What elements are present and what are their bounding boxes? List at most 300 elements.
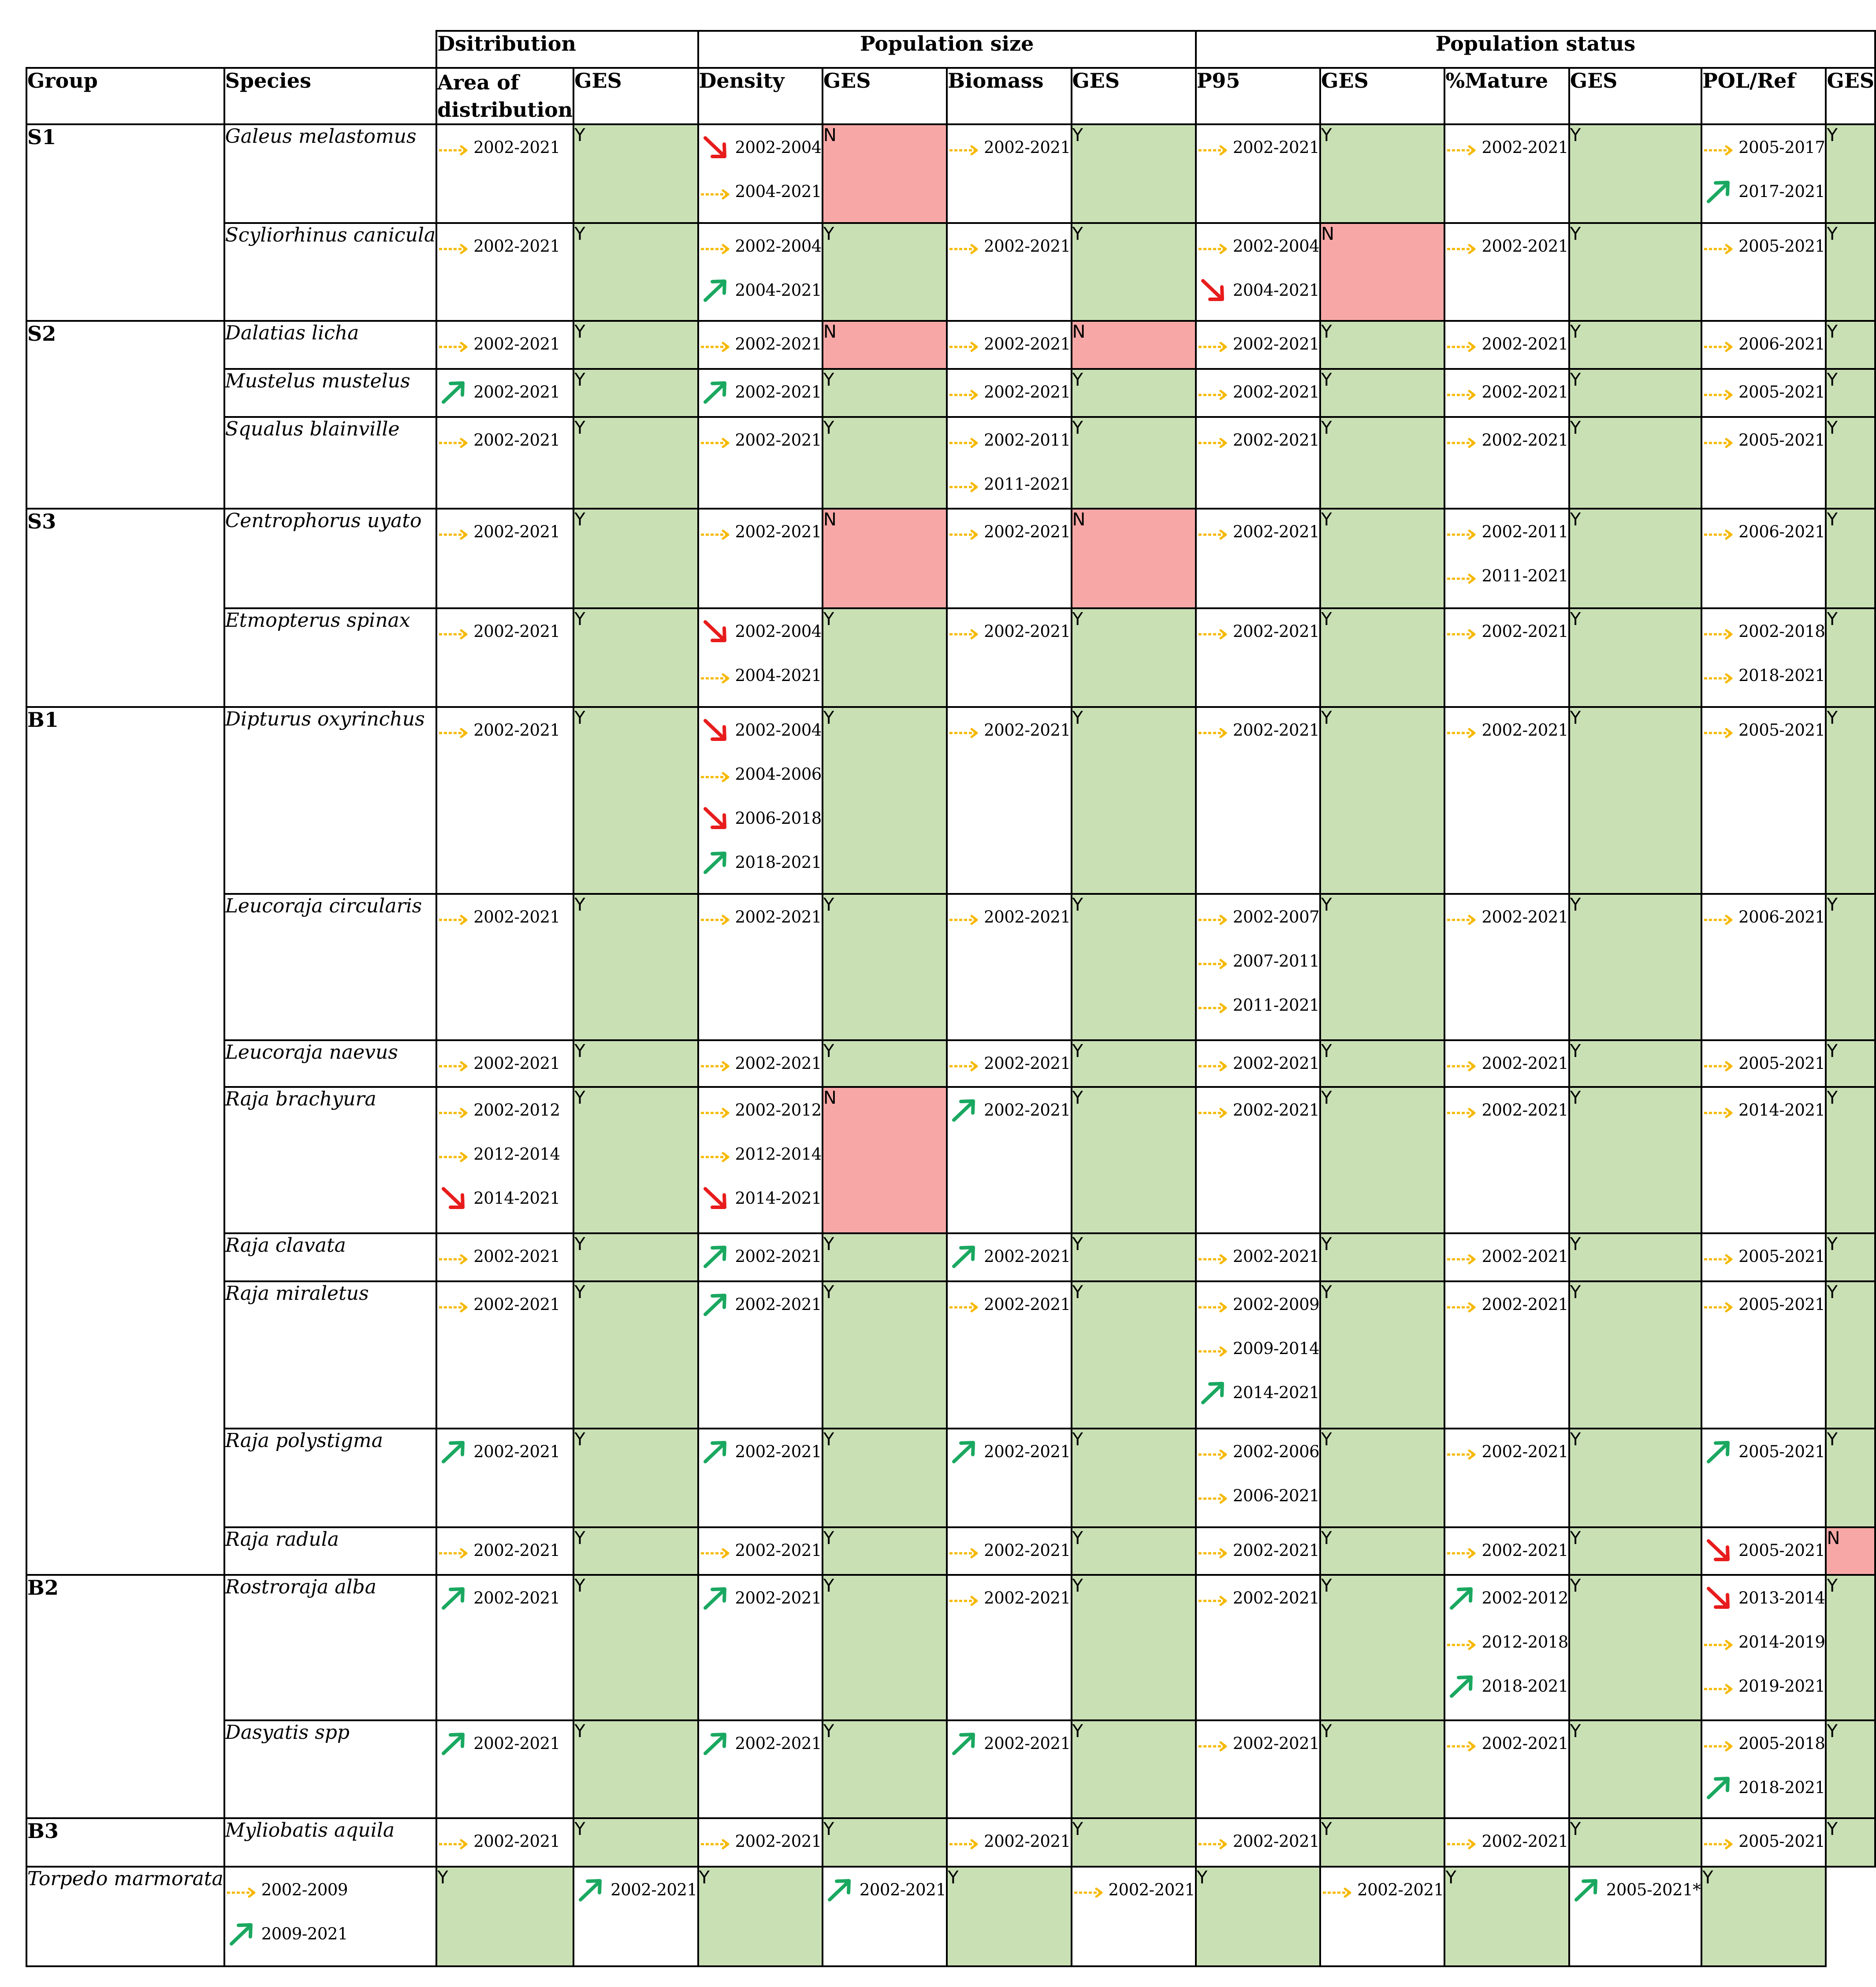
- ges-status-cell: Y: [1569, 608, 1701, 707]
- ges-status-cell: Y: [1072, 1233, 1196, 1281]
- area-trend-cell: [436, 1087, 573, 1233]
- mature-column-header: %Mature: [1444, 68, 1569, 124]
- trend-stable-arrow-icon: [699, 520, 733, 543]
- species-name: Raja polystigma: [224, 1429, 437, 1527]
- trend-period: 2002-2021: [984, 1247, 1071, 1266]
- ges-status-cell: Y: [1320, 1087, 1444, 1233]
- trend-entry: [1445, 554, 1568, 598]
- trend-period: 2002-2021: [473, 1734, 560, 1753]
- trend-period: 2005-2021: [1738, 1053, 1825, 1073]
- trend-stable-arrow-icon: [437, 718, 471, 742]
- trend-period: 2002-2009: [1232, 1295, 1320, 1314]
- polref-trend-cell: [1701, 124, 1826, 223]
- ges-status-cell: Y: [823, 1429, 947, 1527]
- ges-status-cell: Y: [573, 894, 698, 1040]
- biomass-trend-cell: [947, 1429, 1071, 1527]
- trend-stable-arrow-icon: [1702, 1244, 1736, 1268]
- trend-stable-arrow-icon: [948, 905, 981, 929]
- species-name: Centrophorus uyato: [224, 509, 437, 608]
- trend-entry: [1702, 224, 1825, 268]
- ges-status-cell: Y: [1320, 1281, 1444, 1429]
- trend-stable-arrow-icon: [1197, 949, 1230, 973]
- trend-entry: [1445, 1576, 1568, 1620]
- species-name: Scyliorhinus canicula: [224, 223, 437, 321]
- ges-status-cell: Y: [1072, 223, 1196, 321]
- trend-up-arrow-icon: [437, 380, 471, 404]
- trend-stable-arrow-icon: [1702, 1630, 1736, 1654]
- density-trend-cell: [698, 1281, 823, 1429]
- table-row: [26, 509, 1875, 608]
- ges-status-cell: Y: [573, 321, 698, 369]
- p95-trend-cell: [1196, 608, 1320, 707]
- ges-status-cell: Y: [823, 223, 947, 321]
- ges-status-cell: Y: [1072, 1281, 1196, 1429]
- trend-entry: [1702, 169, 1825, 213]
- species-name: Raja clavata: [224, 1233, 437, 1281]
- density-trend-cell: [698, 1233, 823, 1281]
- trend-period: 2002-2004: [735, 621, 822, 641]
- trend-period: 2002-2021: [1232, 334, 1320, 353]
- trend-entry: [699, 169, 822, 213]
- ges-status-cell: Y: [823, 1040, 947, 1087]
- trend-entry: [1445, 708, 1568, 752]
- trend-stable-arrow-icon: [1445, 1731, 1479, 1755]
- ges-status-cell: Y: [573, 1040, 698, 1087]
- trend-period: 2005-2018: [1738, 1734, 1825, 1753]
- ges-status-cell: Y: [1826, 124, 1875, 223]
- ges-status-cell: Y: [1320, 1429, 1444, 1527]
- trend-period: 2002-2012: [1481, 1588, 1568, 1607]
- trend-stable-arrow-icon: [1197, 520, 1230, 543]
- trend-up-arrow-icon: [699, 850, 733, 874]
- mature-trend-cell: [1444, 1040, 1569, 1087]
- trend-period: 2002-2012: [473, 1100, 560, 1120]
- trend-entry: [1570, 1868, 1701, 1912]
- table-row: [26, 417, 1875, 509]
- trend-stable-arrow-icon: [948, 1586, 981, 1610]
- trend-stable-arrow-icon: [699, 762, 733, 786]
- trend-down-arrow-icon: [1702, 1586, 1736, 1610]
- trend-stable-arrow-icon: [437, 1098, 471, 1122]
- trend-stable-arrow-icon: [437, 135, 471, 159]
- ges-status-cell: Y: [1072, 1575, 1196, 1720]
- biomass-trend-cell: [947, 124, 1071, 223]
- trend-period: 2002-2021: [984, 621, 1071, 641]
- trend-period: 2002-2021: [473, 1442, 560, 1461]
- p95-trend-cell: [1196, 223, 1320, 321]
- ges-status-cell: Y: [1072, 124, 1196, 223]
- trend-stable-arrow-icon: [1445, 619, 1479, 643]
- trend-period: 2002-2021: [984, 138, 1071, 157]
- trend-entry: [823, 1868, 946, 1912]
- trend-period: 2004-2021: [1232, 280, 1320, 300]
- trend-period: 2011-2021: [1481, 566, 1568, 585]
- trend-entry: [1197, 1088, 1319, 1132]
- trend-entry: [1197, 1282, 1319, 1326]
- trend-period: 2002-2021: [473, 334, 560, 353]
- trend-entry: [948, 708, 1070, 752]
- trend-period: 2002-2021: [473, 907, 560, 927]
- trend-entry: [574, 1868, 697, 1912]
- mature-trend-cell: [1444, 1818, 1569, 1867]
- trend-period: 2002-2021: [1232, 1247, 1320, 1266]
- trend-period: 2002-2021: [1481, 138, 1568, 157]
- table-row: [26, 1281, 1875, 1429]
- trend-period: 2002-2021: [1232, 1831, 1320, 1851]
- trend-up-arrow-icon: [699, 380, 733, 404]
- trend-period: 2004-2021: [735, 280, 822, 300]
- trend-period: 2012-2014: [473, 1144, 560, 1164]
- trend-entry: [437, 1819, 573, 1863]
- species-name: Dalatias licha: [224, 321, 437, 369]
- p95-trend-cell: [1196, 124, 1320, 223]
- trend-entry: [699, 510, 822, 554]
- density-trend-cell: [698, 223, 823, 321]
- trend-stable-arrow-icon: [1197, 1292, 1230, 1316]
- ges-status-cell: Y: [1569, 417, 1701, 509]
- ges-status-cell: Y: [1701, 1867, 1826, 1966]
- p95-column-header: P95: [1196, 68, 1320, 124]
- trend-period: 2002-2021: [984, 907, 1071, 927]
- trend-up-arrow-icon: [1702, 179, 1736, 203]
- trend-period: 2014-2021: [1738, 1100, 1825, 1120]
- ges-status-cell: Y: [1569, 124, 1701, 223]
- polref-trend-cell: [1701, 894, 1826, 1040]
- polref-trend-cell: [1701, 509, 1826, 608]
- trend-entry: [1445, 1041, 1568, 1085]
- trend-period: 2002-2004: [735, 720, 822, 740]
- trend-period: 2002-2021: [1232, 621, 1320, 641]
- polref-trend-cell: [1569, 1867, 1701, 1966]
- trend-entry: [1445, 510, 1568, 554]
- trend-entry: [1445, 1234, 1568, 1278]
- trend-entry: [437, 895, 573, 939]
- ges-status-cell: N: [1320, 223, 1444, 321]
- area-trend-cell: [436, 1575, 573, 1720]
- trend-period: 2009-2014: [1232, 1339, 1320, 1358]
- trend-stable-arrow-icon: [1445, 1630, 1479, 1654]
- ges-status-cell: Y: [823, 1575, 947, 1720]
- trend-stable-arrow-icon: [1197, 1538, 1230, 1562]
- trend-entry: [948, 1819, 1070, 1863]
- p95-trend-cell: [1196, 1281, 1320, 1429]
- trend-period: 2002-2021: [1481, 1247, 1568, 1266]
- ges-status-cell: N: [1072, 321, 1196, 369]
- polref-trend-cell: [1701, 223, 1826, 321]
- trend-entry: [699, 1721, 822, 1765]
- trend-period: 2002-2021: [984, 1540, 1071, 1560]
- species-name: Dasyatis spp: [224, 1720, 437, 1818]
- ges-status-cell: Y: [1072, 707, 1196, 894]
- trend-entry: [225, 1912, 436, 1956]
- trend-stable-arrow-icon: [1197, 428, 1230, 452]
- trend-stable-arrow-icon: [699, 905, 733, 929]
- trend-period: 2002-2004: [735, 138, 822, 157]
- trend-entry: [948, 1234, 1070, 1278]
- trend-entry: [1445, 1664, 1568, 1708]
- trend-stable-arrow-icon: [437, 619, 471, 643]
- ges-status-cell: Y: [1320, 1720, 1444, 1818]
- biomass-trend-cell: [947, 321, 1071, 369]
- trend-stable-arrow-icon: [699, 663, 733, 687]
- trend-period: 2005-2021: [1738, 1831, 1825, 1851]
- trend-stable-arrow-icon: [1197, 135, 1230, 159]
- trend-entry: [1197, 1819, 1319, 1863]
- ges-status-cell: Y: [573, 417, 698, 509]
- p95-trend-cell: [1072, 1867, 1196, 1966]
- ges-status-cell: Y: [823, 369, 947, 417]
- ges-status-cell: Y: [573, 1575, 698, 1720]
- trend-entry: [948, 1429, 1070, 1474]
- trend-period: 2002-2021: [984, 1442, 1071, 1461]
- ges-status-cell: Y: [573, 1281, 698, 1429]
- ges-status-cell: Y: [1320, 417, 1444, 509]
- trend-period: 2002-2021: [735, 907, 822, 927]
- trend-stable-arrow-icon: [1197, 234, 1230, 258]
- trend-period: 2004-2021: [735, 666, 822, 685]
- density-trend-cell: [698, 1040, 823, 1087]
- ges-status-cell: Y: [573, 509, 698, 608]
- trend-stable-arrow-icon: [1197, 718, 1230, 742]
- table-row: [26, 321, 1875, 369]
- trend-entry: [437, 224, 573, 268]
- area-trend-cell: [436, 223, 573, 321]
- p95-trend-cell: [1196, 1818, 1320, 1867]
- trend-period: 2018-2021: [1738, 666, 1825, 685]
- trend-down-arrow-icon: [1702, 1538, 1736, 1562]
- ges-status-cell: Y: [1320, 1040, 1444, 1087]
- trend-stable-arrow-icon: [1445, 135, 1479, 159]
- trend-period: 2002-2021: [1481, 334, 1568, 353]
- trend-stable-arrow-icon: [437, 1292, 471, 1316]
- trend-entry: [1702, 653, 1825, 697]
- trend-up-arrow-icon: [948, 1244, 981, 1268]
- biomass-trend-cell: [947, 417, 1071, 509]
- trend-stable-arrow-icon: [437, 1829, 471, 1853]
- trend-period: 2002-2021: [1232, 138, 1320, 157]
- trend-period: 2002-2021: [1481, 907, 1568, 927]
- trend-down-arrow-icon: [437, 1186, 471, 1210]
- trend-stable-arrow-icon: [1702, 663, 1736, 687]
- trend-entry: [1445, 1819, 1568, 1863]
- trend-stable-arrow-icon: [699, 1098, 733, 1122]
- ges-status-cell: Y: [1072, 1040, 1196, 1087]
- ges-status-cell: Y: [1072, 1429, 1196, 1527]
- trend-stable-arrow-icon: [948, 1538, 981, 1562]
- polref-trend-cell: [1701, 1720, 1826, 1818]
- trend-stable-arrow-icon: [948, 1051, 981, 1075]
- ges-status-cell: Y: [1569, 509, 1701, 608]
- polref-trend-cell: [1701, 1087, 1826, 1233]
- ges-status-cell: Y: [1320, 124, 1444, 223]
- biomass-trend-cell: [947, 1575, 1071, 1720]
- trend-entry: [948, 462, 1070, 506]
- trend-up-arrow-icon: [437, 1440, 471, 1463]
- ges-status-cell: Y: [698, 1867, 823, 1966]
- trend-entry: [437, 322, 573, 366]
- table-row: [26, 608, 1875, 707]
- trend-entry: [699, 125, 822, 169]
- trend-period: 2002-2021: [984, 334, 1071, 353]
- trend-stable-arrow-icon: [1072, 1878, 1106, 1901]
- mature-trend-cell: [1444, 417, 1569, 509]
- trend-period: 2002-2021: [984, 236, 1071, 256]
- area-trend-cell: [436, 1281, 573, 1429]
- trend-period: 2007-2011: [1232, 951, 1320, 971]
- trend-stable-arrow-icon: [225, 1878, 259, 1901]
- trend-period: 2006-2021: [1738, 522, 1825, 541]
- ges-status-cell: Y: [823, 1281, 947, 1429]
- density-trend-cell: [698, 1527, 823, 1575]
- density-trend-cell: [698, 417, 823, 509]
- trend-entry: [1702, 370, 1825, 414]
- density-trend-cell: [698, 369, 823, 417]
- trend-entry: [699, 1176, 822, 1220]
- trend-up-arrow-icon: [1445, 1586, 1479, 1610]
- mature-trend-cell: [1444, 894, 1569, 1040]
- trend-entry: [437, 1132, 573, 1176]
- ges-status-cell: Y: [573, 1429, 698, 1527]
- trend-period: 2006-2018: [735, 808, 822, 828]
- trend-period: 2002-2021: [1481, 1734, 1568, 1753]
- trend-stable-arrow-icon: [437, 234, 471, 258]
- trend-entry: [699, 1041, 822, 1085]
- table-row: [26, 1527, 1875, 1575]
- indicator-table: [26, 30, 1876, 1967]
- trend-stable-arrow-icon: [1445, 564, 1479, 588]
- trend-period: 2002-2004: [735, 236, 822, 256]
- density-trend-cell: [698, 321, 823, 369]
- trend-period: 2002-2021: [984, 382, 1071, 402]
- trend-entry: [1445, 1088, 1568, 1132]
- trend-period: 2002-2021: [473, 720, 560, 740]
- trend-entry: [437, 708, 573, 752]
- trend-period: 2002-2021: [473, 1247, 560, 1266]
- polref-trend-cell: [1701, 417, 1826, 509]
- trend-stable-arrow-icon: [1445, 718, 1479, 742]
- trend-period: 2002-2012: [735, 1100, 822, 1120]
- trend-entry: [1197, 125, 1319, 169]
- mature-trend-cell: [1444, 608, 1569, 707]
- trend-entry: [1445, 1429, 1568, 1474]
- trend-entry: [1702, 895, 1825, 939]
- trend-entry: [1197, 1576, 1319, 1620]
- biomass-trend-cell: [947, 894, 1071, 1040]
- ges-status-cell: Y: [1826, 1429, 1875, 1527]
- trend-stable-arrow-icon: [948, 472, 981, 496]
- area-trend-cell: [436, 707, 573, 894]
- trend-entry: [699, 322, 822, 366]
- density-trend-cell: [698, 1575, 823, 1720]
- trend-entry: [1197, 1041, 1319, 1085]
- trend-period: 2011-2021: [1232, 995, 1320, 1015]
- ges-status-cell: Y: [1320, 707, 1444, 894]
- trend-period: 2002-2021: [984, 1295, 1071, 1314]
- ges-status-cell: Y: [1569, 1281, 1701, 1429]
- trend-stable-arrow-icon: [437, 332, 471, 356]
- trend-entry: [699, 752, 822, 796]
- polref-trend-cell: [1701, 1233, 1826, 1281]
- trend-entry: [948, 895, 1070, 939]
- trend-period: 2006-2021: [1738, 907, 1825, 927]
- p95-trend-cell: [1196, 1429, 1320, 1527]
- trend-period: 2002-2021: [735, 1540, 822, 1560]
- trend-stable-arrow-icon: [1197, 993, 1230, 1017]
- trend-period: 2002-2021: [473, 1540, 560, 1560]
- group-column-header: Group: [26, 68, 224, 124]
- table-row: [26, 369, 1875, 417]
- trend-stable-arrow-icon: [1197, 1051, 1230, 1075]
- ges-status-cell: Y: [1826, 707, 1875, 894]
- trend-period: 2018-2021: [1738, 1778, 1825, 1797]
- density-trend-cell: [698, 1087, 823, 1233]
- trend-entry: [1702, 1620, 1825, 1664]
- trend-period: 2002-2021: [735, 1295, 822, 1314]
- ges-status-cell: Y: [573, 1087, 698, 1233]
- trend-entry: [699, 1576, 822, 1620]
- trend-stable-arrow-icon: [1197, 1484, 1230, 1507]
- trend-period: 2002-2021: [1232, 1540, 1320, 1560]
- trend-entry: [1702, 1664, 1825, 1708]
- trend-entry: [1197, 1234, 1319, 1278]
- trend-entry: [1445, 1528, 1568, 1572]
- p95-trend-cell: [1196, 707, 1320, 894]
- trend-stable-arrow-icon: [1197, 1244, 1230, 1268]
- trend-entry: [1702, 1819, 1825, 1863]
- trend-period: 2002-2018: [1738, 621, 1825, 641]
- ges-status-cell: Y: [823, 894, 947, 1040]
- mature-trend-cell: [1444, 321, 1569, 369]
- trend-period: 2005-2021: [1738, 430, 1825, 450]
- trend-stable-arrow-icon: [699, 332, 733, 356]
- biomass-trend-cell: [947, 1527, 1071, 1575]
- trend-period: 2002-2021: [735, 1053, 822, 1073]
- trend-period: 2002-2021: [1481, 1100, 1568, 1120]
- population-status-header: Population status: [1196, 31, 1875, 68]
- area-trend-cell: [436, 321, 573, 369]
- ges-column-header: GES: [1826, 68, 1875, 124]
- trend-entry: [1702, 1576, 1825, 1620]
- mature-trend-cell: [1444, 369, 1569, 417]
- trend-period: 2002-2021: [984, 1734, 1071, 1753]
- trend-up-arrow-icon: [437, 1731, 471, 1755]
- trend-entry: [1197, 708, 1319, 752]
- trend-entry: [1072, 1868, 1195, 1912]
- trend-period: 2002-2006: [1232, 1442, 1320, 1461]
- trend-stable-arrow-icon: [948, 1829, 981, 1853]
- trend-entry: [948, 418, 1070, 462]
- trend-stable-arrow-icon: [1702, 1292, 1736, 1316]
- trend-entry: [948, 370, 1070, 414]
- trend-period: 2002-2021: [473, 1588, 560, 1607]
- ges-status-cell: N: [823, 509, 947, 608]
- trend-stable-arrow-icon: [1197, 1586, 1230, 1610]
- density-trend-cell: [698, 1429, 823, 1527]
- polref-trend-cell: [1701, 321, 1826, 369]
- ges-status-cell: Y: [1196, 1867, 1320, 1966]
- trend-entry: [1445, 418, 1568, 462]
- trend-stable-arrow-icon: [948, 135, 981, 159]
- trend-entry: [437, 125, 573, 169]
- trend-period: 2002-2021: [1481, 430, 1568, 450]
- ges-status-cell: Y: [1826, 223, 1875, 321]
- area-trend-cell: [436, 509, 573, 608]
- group-label: S2: [26, 321, 224, 509]
- trend-period: 2002-2021: [473, 236, 560, 256]
- ges-status-cell: Y: [1826, 608, 1875, 707]
- trend-period: 2014-2021: [473, 1188, 560, 1208]
- p95-trend-cell: [1196, 509, 1320, 608]
